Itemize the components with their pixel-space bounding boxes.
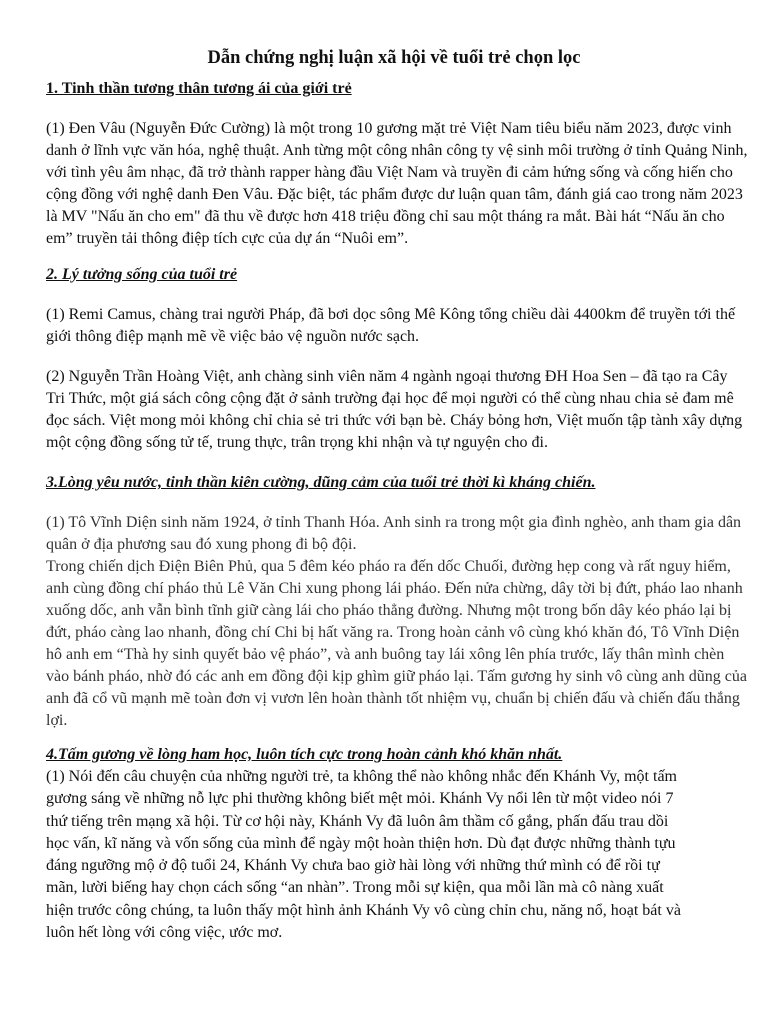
section-3-heading: 3.Lòng yêu nước, tinh thần kiên cường, dũng cảm của tuổi trẻ thời kì kháng chiến. (46, 474, 596, 491)
section-3-paragraph-2: Trong chiến dịch Điện Biên Phủ, qua 5 đêm kéo pháo ra đến dốc Chuối, đường hẹp cong và rất nguy hiểm, anh cùng đồng chí pháo thủ Lê Văn Chi xung phong lái pháo. Đến nửa chừng, dây tời bị đứt, pháo lao nhanh xuống dốc, anh vẫn bình tĩnh giữ càng lái cho pháo thẳng đường. Nhưng một trong bốn dây kéo pháo lại bị đứt, pháo càng lao nhanh, đồng chí Chi bị hất văng ra. Trong hoàn cảnh vô cùng khó khăn đó, Tô Vĩnh Diện hô anh em “Thà hy sinh quyết bảo vệ pháo”, và anh buông tay lái xông lên phía trước, lấy thân mình chèn vào bánh pháo, nhờ đó các anh em đồng đội kịp ghìm giữ pháo lại. Tấm gương hy sinh vô cùng anh dũng của anh đã cổ vũ mạnh mẽ toàn đơn vị vươn lên hoàn thành tốt nhiệm vụ, chuẩn bị chiến đấu và chiến đấu thắng lợi. (46, 558, 747, 729)
document-title: Dẫn chứng nghị luận xã hội về tuổi trẻ chọn lọc (207, 48, 581, 68)
section-2-heading: 2. Lý tưởng sống của tuổi trẻ (46, 266, 238, 283)
section-2-paragraph-1: (1) Remi Camus, chàng trai người Pháp, đã bơi dọc sông Mê Kông tổng chiều dài 4400km để truyền tới thế giới thông điệp mạnh mẽ về việc bảo vệ nguồn nước sạch. (46, 306, 736, 345)
section-3-paragraph-1: (1) Tô Vĩnh Diện sinh năm 1924, ở tỉnh Thanh Hóa. Anh sinh ra trong một gia đình nghèo, anh tham gia dân quân ở địa phương sau đó xung phong đi bộ đội. (46, 514, 742, 553)
section-2-paragraph-2: (2) Nguyễn Trần Hoàng Việt, anh chàng sinh viên năm 4 ngành ngoại thương ĐH Hoa Sen – đã tạo ra Cây Tri Thức, một giá sách công cộng đặt ở sảnh trường đại học để mọi người có thể cùng nhau chia sẻ đam mê đọc sách. Việt mong mỏi không chỉ chia sẻ tri thức với bạn bè. Cháy bỏng hơn, Việt muốn tập tành xây dựng một cộng đồng sống tử tế, trung thực, trân trọng khi nhận và tự nguyện cho đi. (46, 368, 743, 451)
section-1-paragraph-1: (1) Đen Vâu (Nguyễn Đức Cường) là một trong 10 gương mặt trẻ Việt Nam tiêu biểu năm 2023, được vinh danh ở lĩnh vực văn hóa, nghệ thuật. Anh từng một công nhân công ty vệ sinh môi trường ở tỉnh Quảng Ninh, với tình yêu âm nhạc, đã trở thành rapper hàng đầu Việt Nam và truyền đi cảm hứng sống và cống hiến cho cộng đồng với nghệ danh Đen Vâu. Đặc biệt, tác phẩm được dư luận quan tâm, đánh giá cao trong năm 2023 là MV "Nấu ăn cho em" đã thu về được hơn 418 triệu đồng chỉ sau một tháng ra mắt. Bài hát “Nấu ăn cho em” truyền tải thông điệp tích cực của dự án “Nuôi em”. (46, 120, 748, 247)
section-1-heading: 1. Tinh thần tương thân tương ái của giới trẻ (46, 80, 352, 97)
section-4-heading: 4.Tấm gương về lòng ham học, luôn tích cực trong hoàn cảnh khó khăn nhất. (46, 746, 563, 763)
section-4-paragraph-1: (1) Nói đến câu chuyện của những người trẻ, ta không thể nào không nhắc đến Khánh Vy, một tấm gương sáng về những nỗ lực phi thường không biết mệt mỏi. Khánh Vy nổi lên từ một video nói 7 thứ tiếng trên mạng xã hội. Từ cơ hội này, Khánh Vy đã luôn âm thầm cố gắng, phấn đấu trau dồi học vấn, kĩ năng và vốn sống của mình để ngày một hoàn thiện hơn. Dù đạt được những thành tựu đáng ngưỡng mộ ở độ tuổi 24, Khánh Vy chưa bao giờ hài lòng với những thứ mình có để rồi tự mãn, lười biếng hay chọn cách sống “an nhàn”. Trong mỗi sự kiện, qua mỗi lần mà cô nàng xuất hiện trước công chúng, ta luôn thấy một hình ảnh Khánh Vy vô cùng chỉn chu, năng nổ, hoạt bát và luôn hết lòng với công việc, ước mơ. (46, 768, 681, 942)
